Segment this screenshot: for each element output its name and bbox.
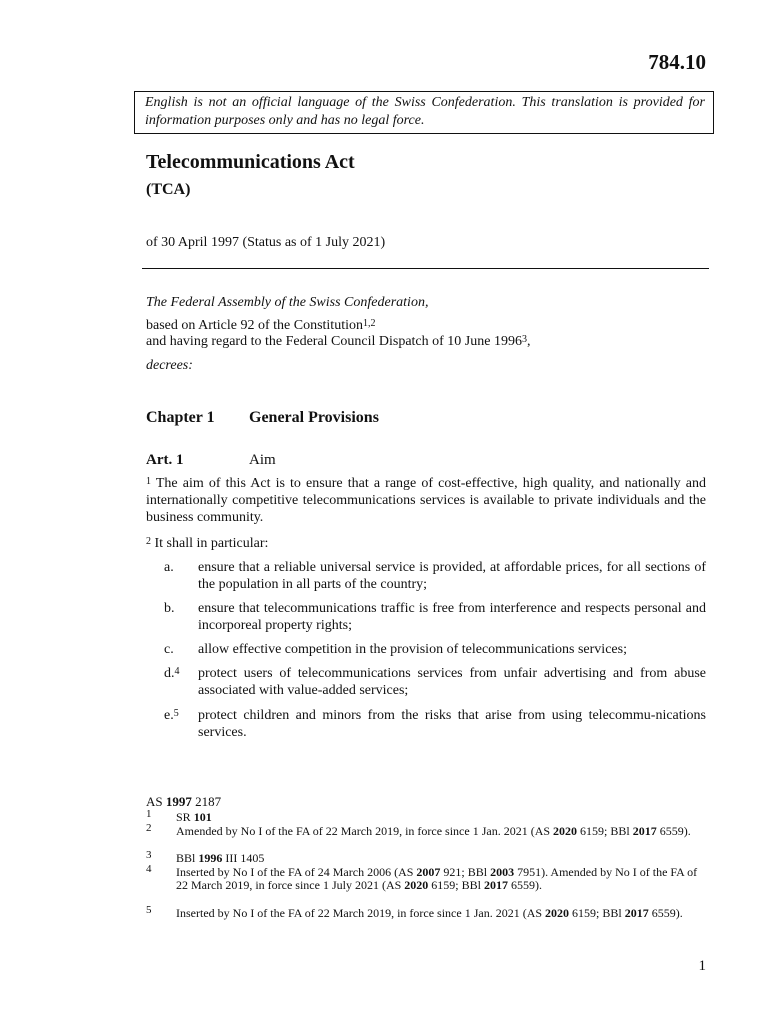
article-number: Art. 1 — [146, 452, 184, 468]
paragraph-number: 2 — [146, 536, 151, 547]
footnote-number: 4 — [146, 863, 152, 875]
act-abbreviation: (TCA) — [146, 181, 191, 198]
list-item: c. allow effective competition in the provision of telecommunications services; — [164, 642, 627, 657]
paragraph: $^1$ The aim of this Act is to ensure that a range of cost-effective, high quality, and nationally and internationally competitive telecommunications services is available to private individuals and the business community. — [146, 476, 706, 525]
footnote: 5 Inserted by No I of the FA of 22 March 2019, in force since 1 Jan. 2021 (AS 2020 6159; BBl 2017 6559). — [146, 904, 683, 920]
list-item: a. ensure that a reliable universal service is provided, at affordable prices, for all sections of the population in all parts of the country; — [164, 560, 706, 592]
article-title: Aim — [249, 452, 276, 468]
article-heading — [146, 452, 276, 469]
footnote: 1 SR 101 — [146, 808, 212, 824]
footnote-number: 3 — [146, 849, 152, 861]
preamble-basis: based on Article 92 of the Constitution$^{1,2}$ — [146, 318, 376, 333]
chapter-title: General Provisions — [249, 409, 379, 426]
footnote: 3 BBl 1996 III 1405 — [146, 849, 265, 865]
preamble-enacting-body: The Federal Assembly of the Swiss Confederation, — [146, 295, 429, 310]
act-title: Telecommunications Act — [146, 151, 355, 173]
list-item: e.$^5$ protect children and minors from the risks that arise from using telecommu-nications services. — [164, 708, 706, 740]
footnote-number: 5 — [146, 904, 152, 916]
preamble-dispatch: and having regard to the Federal Council Dispatch of 10 June 1996$^3$, — [146, 334, 531, 349]
chapter-number: Chapter 1 — [146, 409, 215, 426]
footnote-ref[interactable]: 4 — [174, 666, 180, 677]
preamble-decrees: decrees: — [146, 358, 193, 373]
sr-number: 784.10 — [648, 50, 706, 74]
footnote-number: 1 — [146, 808, 152, 820]
paragraph-number: 1 — [146, 476, 151, 487]
divider — [142, 268, 709, 269]
list-item: d.$^4$ protect users of telecommunications services from unfair advertising and from abuse associated with value-added services; — [164, 666, 706, 698]
page-number: 1 — [698, 958, 706, 974]
paragraph: $^2$ It shall in particular: — [146, 536, 269, 551]
footnote: 4 Inserted by No I of the FA of 24 March 2006 (AS 2007 921; BBl 2003 7951). Amended by No I of the FA of 22 March 2019, in force since 1 July 2021 (AS 2020 6159; BBl 2017 6559). — [146, 863, 698, 892]
footnote: 2 Amended by No I of the FA of 22 March 2019, in force since 1 Jan. 2021 (AS 2020 6159; BBl 2017 6559). — [146, 822, 691, 838]
footnote-ref[interactable]: 5 — [173, 708, 179, 719]
chapter-heading — [146, 409, 379, 427]
footnote-ref[interactable]: 3 — [521, 334, 527, 345]
footnote-number: 2 — [146, 822, 152, 834]
footnote-ref[interactable]: 1,2 — [362, 318, 376, 329]
translation-notice: English is not an official language of the Swiss Confederation. This translation is provided for information purposes only and has no legal force. — [134, 91, 714, 134]
list-item: b. ensure that telecommunications traffic is free from interference and respects personal and incorporeal property rights; — [164, 601, 706, 633]
act-date: of 30 April 1997 (Status as of 1 July 2021) — [146, 235, 386, 250]
official-compilation-ref: AS 1997 2187 — [146, 794, 222, 809]
